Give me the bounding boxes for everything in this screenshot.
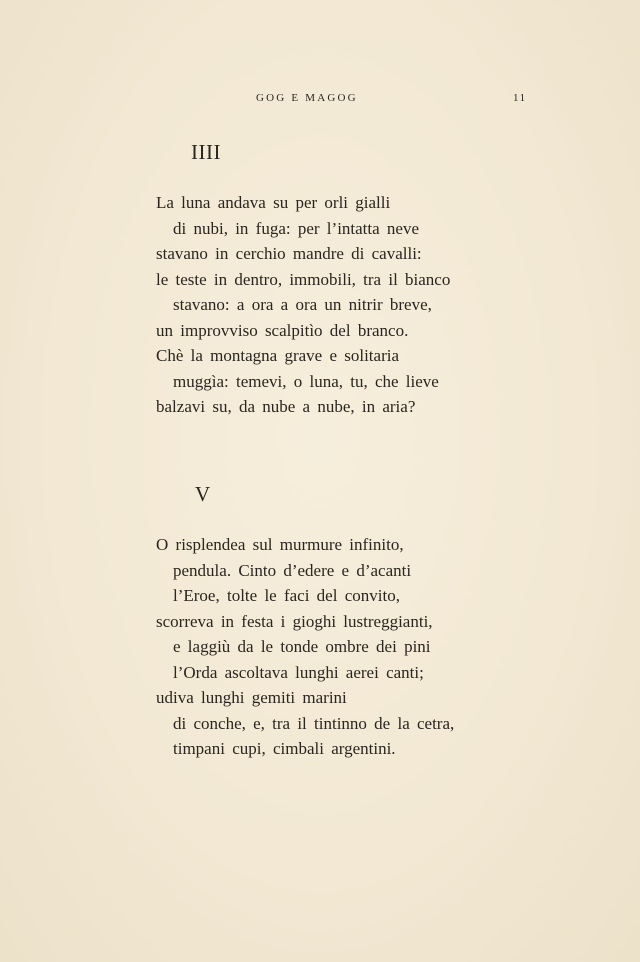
verse-line: udiva lunghi gemiti marini <box>156 688 347 707</box>
verse-line: pendula. Cinto d’edere e d’acanti <box>173 560 412 580</box>
verse-line: stavano: a ora a ora un nitrir breve, <box>173 295 432 314</box>
verse-line: e laggiù da le tonde ombre dei pini <box>173 637 431 656</box>
stanza-iiii <box>156 190 450 420</box>
verse-line: scorreva in festa i gioghi lustreggianti, <box>156 611 433 631</box>
verse-line: un improvviso scalpitìo del branco. <box>156 320 409 340</box>
verse-line: l’Eroe, tolte le faci del convito, <box>173 586 400 605</box>
verse-line: l’Orda ascoltava lunghi aerei canti; <box>173 662 424 682</box>
verse-line: stavano in cerchio mandre di cavalli: <box>156 244 422 263</box>
section-heading-v: V <box>195 482 211 506</box>
verse-line: timpani cupi, cimbali argentini. <box>173 739 396 758</box>
verse-line: O risplendea sul murmure infinito, <box>156 535 404 554</box>
verse-line: di conche, e, tra il tintinno de la cetra, <box>173 713 455 733</box>
verse-line: balzavi su, da nube a nube, in aria? <box>156 397 416 416</box>
stanza-v <box>156 532 454 762</box>
section-heading-iiii: IIII <box>191 140 221 164</box>
verse-line: Chè la montagna grave e solitaria <box>156 346 399 365</box>
verse-line: muggìa: temevi, o luna, tu, che lieve <box>173 371 439 391</box>
running-header <box>0 92 640 108</box>
verse-line: le teste in dentro, immobili, tra il bianco <box>156 269 451 289</box>
verse-line: di nubi, in fuga: per l’intatta neve <box>173 218 420 238</box>
running-title: GOG E MAGOG <box>256 92 358 104</box>
verse-line: La luna andava su per orli gialli <box>156 193 391 212</box>
page-number: 11 <box>513 92 527 104</box>
